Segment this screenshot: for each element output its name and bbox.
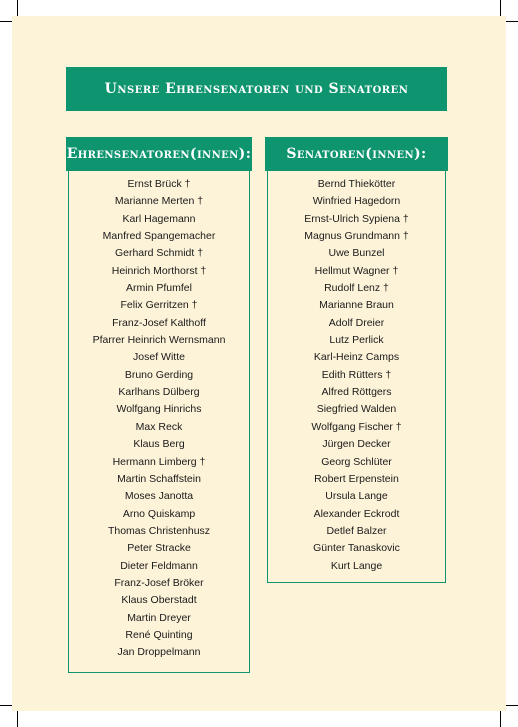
crop-mark: [0, 705, 12, 706]
list-item: Felix Gerritzen †: [120, 299, 198, 312]
list-item: Ernst Brück †: [127, 178, 191, 190]
list-item: Uwe Bunzel: [328, 247, 385, 260]
list-item: Jürgen Decker: [322, 438, 391, 451]
list-item: Günter Tanaskovic: [313, 542, 400, 555]
ehrensenatoren-column: [66, 137, 252, 673]
list-item: Max Reck: [135, 420, 183, 433]
ehrensenatoren-heading: Ehrensenatoren(innen):: [66, 137, 252, 171]
crop-mark: [17, 0, 18, 16]
list-item: Karl-Heinz Camps: [313, 351, 400, 364]
list-item: Arno Quiskamp: [122, 507, 196, 520]
senatoren-heading: Senatoren(innen):: [265, 137, 448, 171]
list-item: Pfarrer Heinrich Wernsmann: [92, 334, 226, 347]
list-item: Klaus Oberstadt: [121, 594, 197, 607]
crop-mark: [506, 705, 518, 706]
crop-mark: [0, 21, 12, 22]
list-item: Peter Stracke: [127, 542, 191, 555]
list-item: Jan Droppelmann: [117, 646, 201, 659]
list-item: Gerhard Schmidt †: [114, 247, 204, 260]
list-item: Hermann Limberg †: [112, 455, 206, 468]
crop-mark: [17, 711, 18, 727]
list-item: Moses Janotta: [124, 490, 194, 503]
list-item: Franz-Josef Kalthoff: [112, 316, 206, 329]
senatoren-column: [265, 137, 448, 583]
list-item: Siegfried Walden: [316, 403, 397, 416]
crop-mark: [500, 711, 501, 727]
list-item: Hellmut Wagner †: [314, 264, 399, 277]
list-item: Robert Erpenstein: [314, 472, 399, 485]
list-item: Thomas Christenhusz: [107, 524, 211, 537]
list-item: Ursula Lange: [325, 490, 388, 503]
ehrensenatoren-list: [68, 171, 250, 673]
crop-mark: [506, 21, 518, 22]
list-item: Karl Hagemann: [122, 212, 196, 225]
list-item: Karlhans Dülberg: [118, 386, 200, 399]
list-item: Alexander Eckrodt: [313, 507, 400, 520]
list-item: Magnus Grundmann †: [304, 230, 409, 243]
list-item: Rudolf Lenz †: [324, 282, 389, 295]
list-item: Martin Dreyer: [127, 611, 191, 624]
senatoren-list: [267, 171, 446, 583]
list-item: Alfred Röttgers: [321, 386, 392, 399]
list-item: Winfried Hagedorn: [312, 195, 401, 208]
list-item: Lutz Perlick: [329, 334, 384, 347]
list-item: Detlef Balzer: [326, 524, 387, 537]
list-item: Kurt Lange: [330, 559, 383, 572]
list-item: Klaus Berg: [133, 438, 185, 451]
list-item: Bruno Gerding: [124, 368, 194, 381]
list-item: Josef Witte: [133, 351, 185, 364]
list-item: Franz-Josef Bröker: [114, 576, 204, 589]
list-item: Heinrich Morthorst †: [111, 264, 207, 277]
list-item: René Quinting: [125, 628, 193, 641]
list-item: Manfred Spangemacher: [102, 230, 216, 243]
list-item: Dieter Feldmann: [120, 559, 198, 572]
list-item: Bernd Thiekötter: [317, 178, 396, 190]
list-item: Wolfgang Hinrichs: [116, 403, 202, 416]
list-item: Armin Pfumfel: [126, 282, 192, 295]
list-item: Edith Rütters †: [321, 368, 392, 381]
page-title: Unsere Ehrensenatoren und Senatoren: [66, 67, 447, 111]
list-item: Martin Schaffstein: [117, 472, 201, 485]
list-item: Ernst-Ulrich Sypiena †: [304, 212, 409, 225]
list-item: Wolfgang Fischer †: [311, 420, 402, 433]
list-item: Adolf Dreier: [328, 316, 385, 329]
crop-mark: [500, 0, 501, 16]
list-item: Marianne Merten †: [114, 195, 204, 208]
list-item: Marianne Braun: [319, 299, 394, 312]
list-item: Georg Schlüter: [321, 455, 392, 468]
